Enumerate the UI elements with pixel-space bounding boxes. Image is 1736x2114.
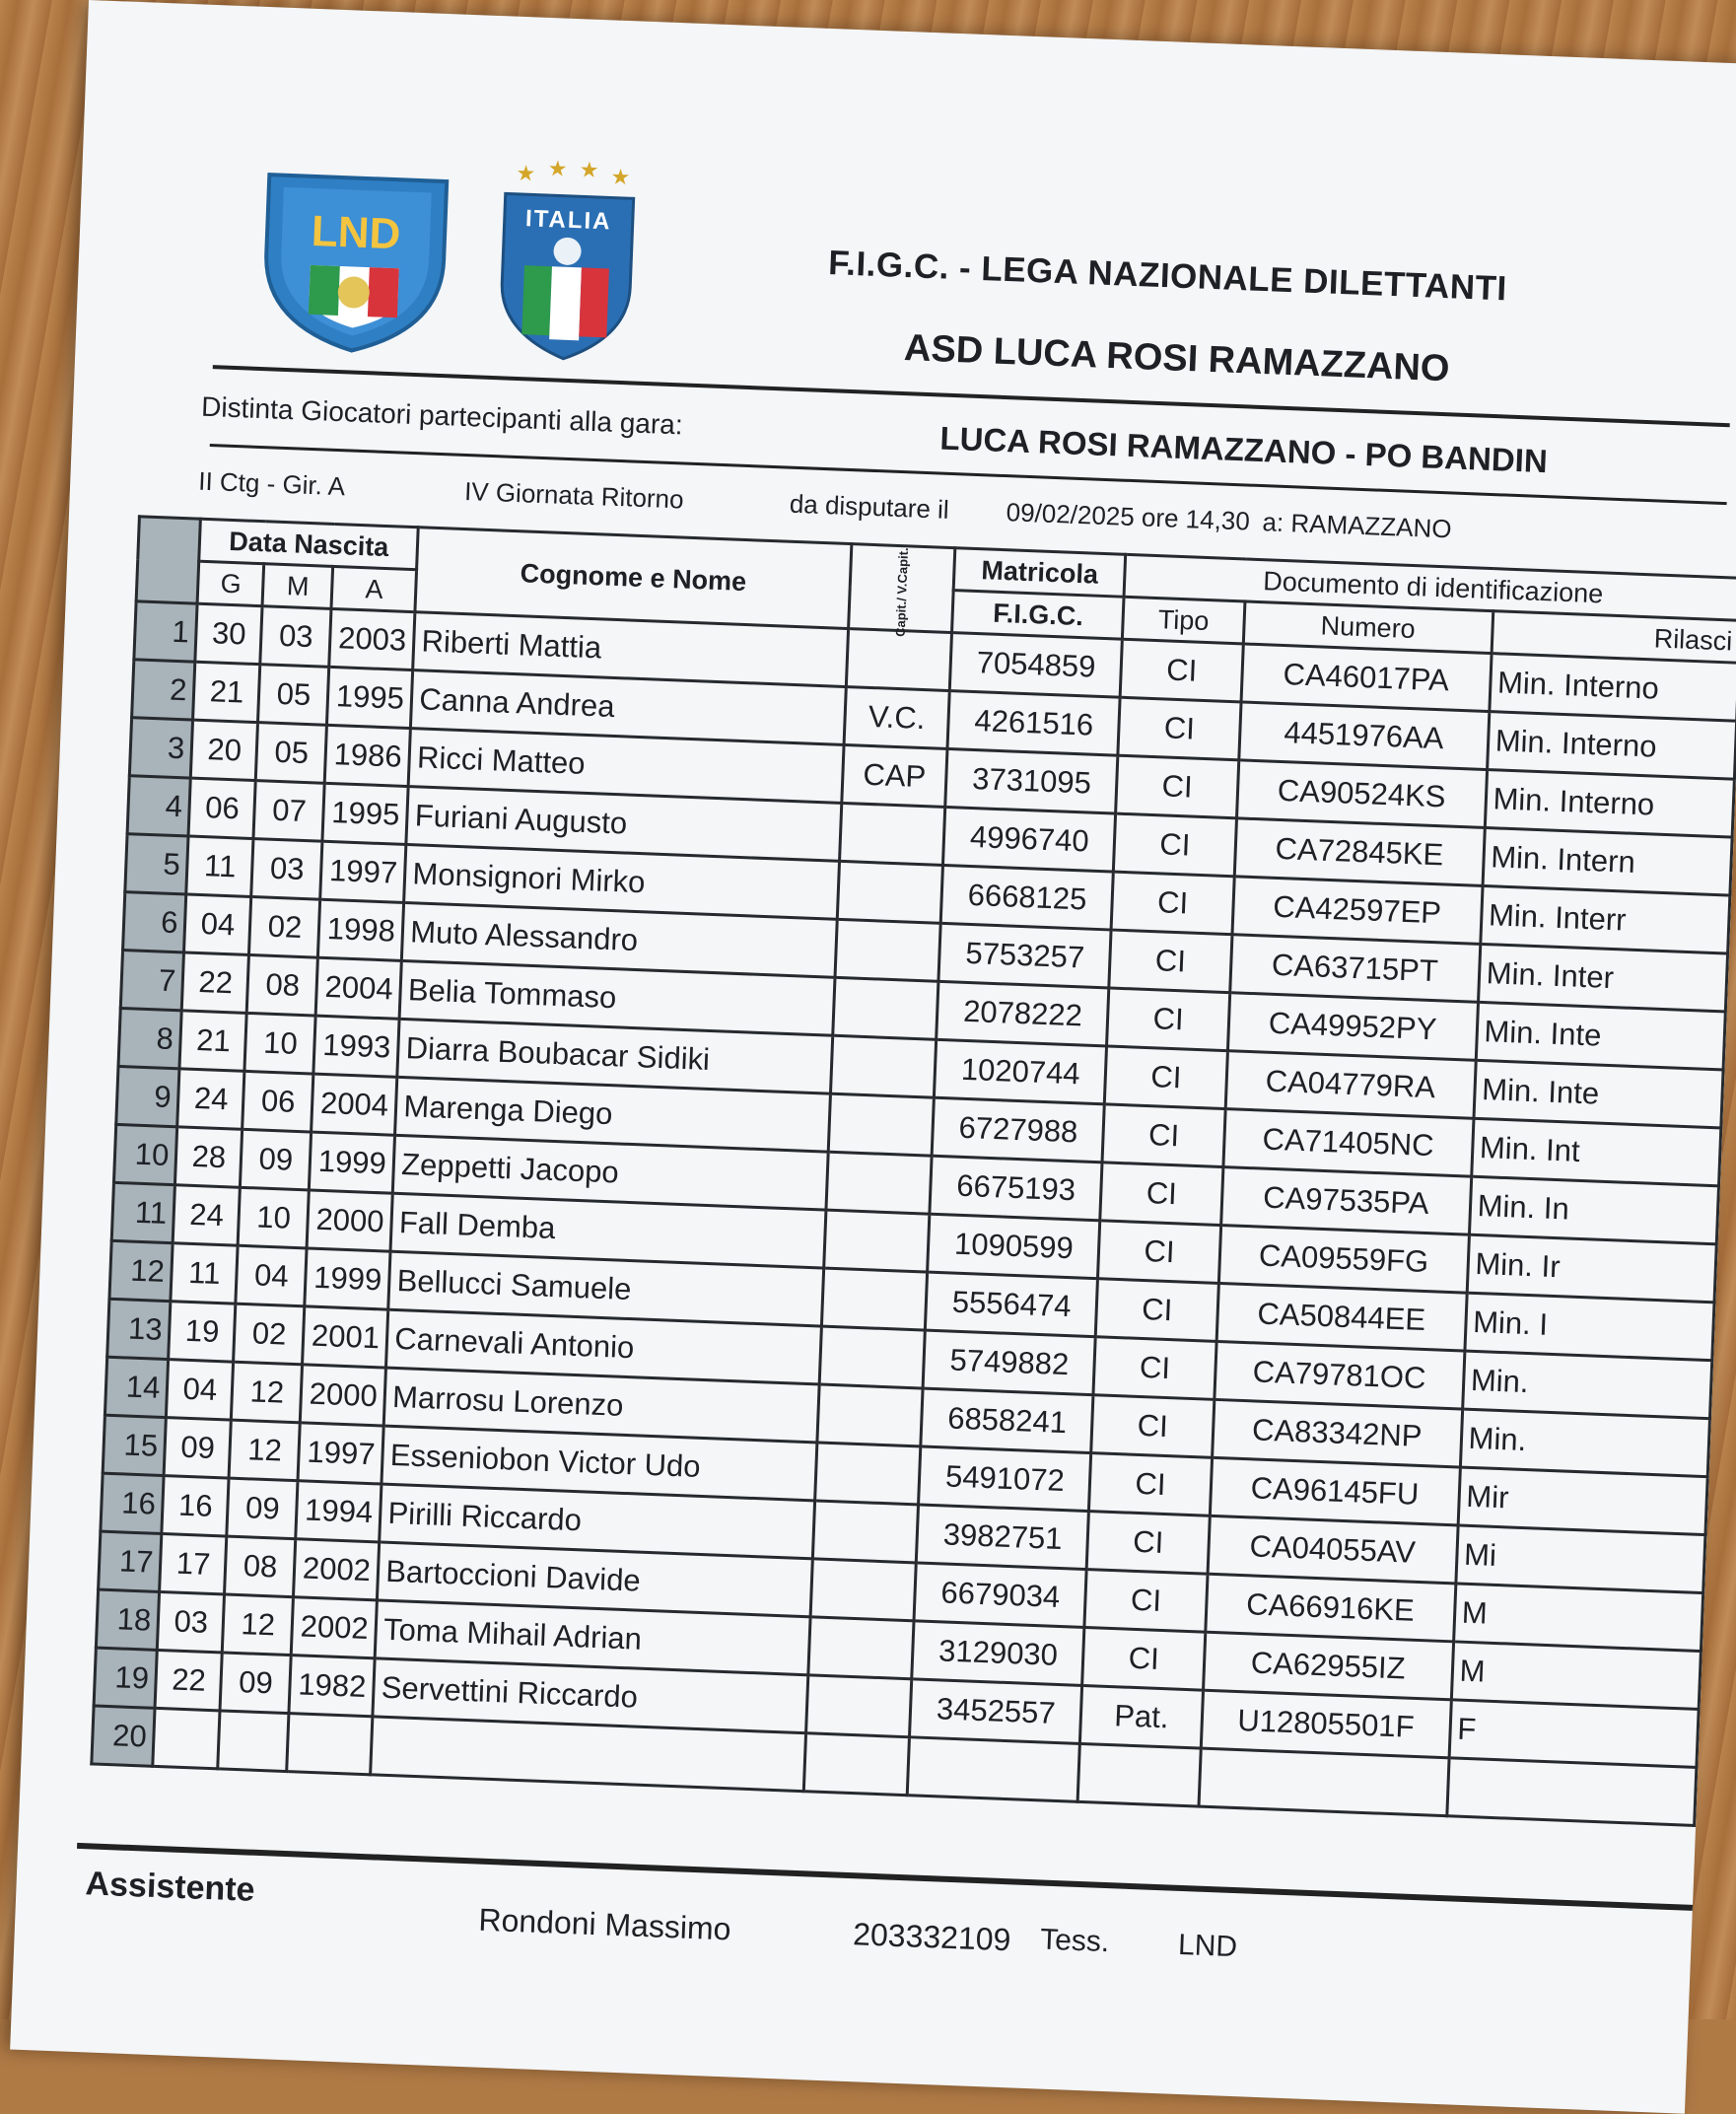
captain-mark-cell xyxy=(810,1559,917,1621)
captain-mark-cell xyxy=(812,1501,919,1563)
assistant-label: Assistente xyxy=(84,1865,256,1909)
doc-issuer-cell: Min. I xyxy=(1465,1293,1714,1361)
player-name-cell: Monsignori Mirko xyxy=(404,844,839,919)
birth-month-cell: 12 xyxy=(223,1594,294,1656)
distinta-label: Distinta Giocatori partecipanti alla gara: xyxy=(200,390,684,441)
player-name-cell: Carnevali Antonio xyxy=(386,1309,821,1384)
doc-type-cell: CI xyxy=(1107,988,1229,1051)
birth-day-cell: 06 xyxy=(188,778,255,838)
venue-label: a: RAMAZZANO xyxy=(1261,507,1453,544)
doc-number-cell: CA72845KE xyxy=(1234,818,1485,886)
captain-mark-cell xyxy=(823,1210,930,1272)
matricola-cell: 6679034 xyxy=(914,1563,1086,1628)
captain-mark-cell xyxy=(846,629,952,691)
birth-month-cell: 10 xyxy=(239,1187,310,1248)
doc-type-cell: CI xyxy=(1102,1104,1224,1167)
captain-mark-cell xyxy=(839,803,945,865)
doc-issuer-cell: Min. Inte xyxy=(1476,1002,1725,1070)
player-name-cell: Servettini Riccardo xyxy=(373,1658,807,1733)
doc-number-cell: CA62955IZ xyxy=(1203,1632,1453,1700)
doc-number-cell: CA49952PY xyxy=(1227,993,1478,1061)
doc-issuer-cell: Mi xyxy=(1456,1525,1705,1593)
doc-type-cell: CI xyxy=(1093,1337,1215,1400)
match-teams: LUCA ROSI RAMAZZANO - PO BANDIN xyxy=(938,419,1549,480)
row-number-cell: 8 xyxy=(118,1008,182,1068)
row-number-cell: 14 xyxy=(104,1357,169,1417)
matricola-cell: 3129030 xyxy=(912,1621,1084,1686)
birth-month-cell: 08 xyxy=(225,1536,296,1597)
birth-month-cell: 12 xyxy=(232,1362,303,1423)
row-number-cell: 13 xyxy=(107,1299,172,1359)
svg-text:LND: LND xyxy=(311,206,402,259)
row-number-cell: 11 xyxy=(111,1182,175,1242)
doc-number-cell: CA63715PT xyxy=(1229,935,1480,1003)
doc-number-cell: CA90524KS xyxy=(1236,760,1487,828)
category-label: II Ctg - Gir. A xyxy=(197,465,346,502)
row-number-cell: 15 xyxy=(103,1415,167,1475)
birth-year-cell: 1982 xyxy=(289,1656,375,1717)
row-number-cell: 3 xyxy=(129,718,193,778)
birth-year-cell: 1986 xyxy=(325,725,411,786)
row-number-cell: 19 xyxy=(94,1648,158,1708)
doc-number-cell: CA96145FU xyxy=(1210,1457,1460,1525)
svg-text:★: ★ xyxy=(579,157,599,182)
doc-issuer-cell: Min. Inte xyxy=(1474,1060,1723,1128)
doc-type-cell: CI xyxy=(1084,1570,1207,1633)
doc-number-cell: CA97535PA xyxy=(1220,1167,1471,1235)
doc-number-cell: CA50844EE xyxy=(1216,1283,1467,1351)
birth-year-cell: 2004 xyxy=(316,957,402,1019)
player-name-cell: Marenga Diego xyxy=(395,1077,830,1152)
organization-title: F.I.G.C. - LEGA NAZIONALE DILETTANTI xyxy=(827,244,1508,309)
birth-day-cell: 11 xyxy=(186,836,253,896)
birth-day-cell: 04 xyxy=(167,1360,234,1420)
birth-day-cell xyxy=(153,1708,220,1768)
svg-text:★: ★ xyxy=(547,156,568,181)
row-number-cell: 2 xyxy=(132,660,196,720)
matricola-cell: 3452557 xyxy=(910,1679,1082,1744)
birth-month-cell xyxy=(218,1711,289,1772)
matricola-cell: 6675193 xyxy=(930,1156,1102,1221)
year-header: A xyxy=(331,566,417,611)
matricola-cell: 6727988 xyxy=(932,1097,1104,1163)
birth-month-cell: 12 xyxy=(230,1420,301,1481)
assistant-doc-type: Tess. xyxy=(1039,1923,1110,1959)
captain-mark-cell xyxy=(826,1152,933,1214)
doc-type-cell: CI xyxy=(1098,1221,1220,1284)
assistant-org: LND xyxy=(1177,1928,1238,1964)
players-table xyxy=(90,515,1736,1827)
birth-year-cell: 2000 xyxy=(301,1365,386,1426)
player-name-cell: Bellucci Samuele xyxy=(388,1251,823,1326)
doc-issuer-cell: Min. Interno xyxy=(1487,712,1736,780)
lnd-logo-icon xyxy=(252,165,456,360)
doc-type-cell: CI xyxy=(1118,697,1240,760)
captain-mark-cell xyxy=(803,1733,910,1796)
birth-year-cell: 1998 xyxy=(318,899,404,960)
birth-month-cell: 05 xyxy=(256,723,327,784)
player-name-cell: Diarra Boubacar Sidiki xyxy=(397,1019,832,1093)
captain-mark-cell xyxy=(828,1093,935,1156)
player-name-cell: Fall Demba xyxy=(390,1193,825,1268)
month-header: M xyxy=(263,564,334,609)
matricola-cell: 6668125 xyxy=(940,865,1113,930)
row-number-cell: 1 xyxy=(134,601,198,662)
captain-mark-cell: V.C. xyxy=(844,686,950,748)
birth-year-cell: 1995 xyxy=(322,783,408,844)
matricola-cell: 5749882 xyxy=(923,1330,1095,1395)
birth-day-cell: 28 xyxy=(175,1127,243,1187)
captain-mark-cell xyxy=(832,977,938,1039)
player-name-cell: Toma Mihail Adrian xyxy=(375,1600,809,1675)
document-header: Documento di identificazione xyxy=(1124,554,1736,620)
birth-year-cell: 2001 xyxy=(303,1306,388,1368)
player-name-cell: Ricci Matteo xyxy=(408,729,843,804)
doc-issuer-cell: Min. Intern xyxy=(1483,827,1732,895)
doc-type-cell: CI xyxy=(1091,1395,1214,1458)
row-number-cell: 6 xyxy=(123,892,187,952)
row-number-cell: 4 xyxy=(127,776,191,836)
birth-day-cell: 24 xyxy=(177,1069,244,1129)
svg-text:★: ★ xyxy=(516,160,536,186)
matricola-cell: 5491072 xyxy=(919,1446,1091,1512)
birth-month-cell: 10 xyxy=(244,1013,315,1074)
name-header: Cognome e Nome xyxy=(415,528,851,629)
date-time: 09/02/2025 ore 14,30 xyxy=(1006,497,1251,536)
doc-type-cell: CI xyxy=(1114,813,1236,877)
day-header: G xyxy=(197,561,264,606)
svg-text:★: ★ xyxy=(610,164,631,190)
birth-month-cell: 02 xyxy=(234,1304,305,1365)
player-name-cell: Zeppetti Jacopo xyxy=(393,1135,828,1210)
captain-header xyxy=(848,544,955,638)
matricola-cell: 5753257 xyxy=(938,923,1111,988)
matricola-cell: 2078222 xyxy=(937,981,1109,1046)
captain-mark-cell xyxy=(821,1268,928,1330)
birth-day-cell: 16 xyxy=(162,1476,229,1536)
birth-year-cell: 2003 xyxy=(329,608,415,669)
birth-month-cell: 07 xyxy=(253,781,324,842)
figc-header: F.I.G.C. xyxy=(952,591,1125,640)
birth-day-cell: 20 xyxy=(191,720,258,780)
row-number-cell: 9 xyxy=(116,1066,180,1126)
doc-issuer-cell: F xyxy=(1449,1700,1699,1768)
captain-mark-cell xyxy=(805,1675,912,1737)
club-title: ASD LUCA ROSI RAMAZZANO xyxy=(903,327,1451,390)
roster-sheet xyxy=(10,0,1736,2114)
birth-month-cell: 05 xyxy=(258,665,329,726)
matricola-header: Matricola xyxy=(953,548,1126,598)
birth-day-cell: 04 xyxy=(184,894,251,954)
numero-header: Numero xyxy=(1243,601,1493,654)
doc-issuer-cell: M xyxy=(1451,1642,1701,1710)
birth-year-cell: 1993 xyxy=(313,1016,399,1077)
captain-header-text: Capit./ V.Capit. xyxy=(892,547,911,638)
birth-year-cell: 2004 xyxy=(312,1074,397,1135)
birth-year-cell: 1997 xyxy=(320,841,406,902)
player-name-cell: Esseniobon Victor Udo xyxy=(382,1426,816,1501)
birth-day-cell: 09 xyxy=(164,1418,231,1478)
doc-issuer-cell: Min. xyxy=(1460,1409,1709,1477)
birth-month-cell: 09 xyxy=(227,1478,298,1539)
birth-year-cell: 2002 xyxy=(294,1539,380,1600)
row-number-cell: 10 xyxy=(113,1124,177,1184)
date-label: da disputare il xyxy=(789,488,950,525)
birth-month-cell: 08 xyxy=(247,954,318,1016)
birth-year-cell xyxy=(287,1714,373,1775)
birth-year-cell: 1997 xyxy=(298,1423,383,1484)
doc-issuer-cell: Mir xyxy=(1458,1467,1707,1535)
doc-type-cell: CI xyxy=(1120,639,1242,702)
birth-year-cell: 2000 xyxy=(307,1190,392,1251)
birth-month-cell: 03 xyxy=(260,606,331,668)
player-name-cell: Muto Alessandro xyxy=(402,902,837,977)
row-number-cell: 20 xyxy=(92,1706,156,1766)
birth-day-cell: 22 xyxy=(155,1650,222,1710)
doc-type-cell: CI xyxy=(1082,1627,1205,1690)
table-bottom-divider xyxy=(77,1843,1693,1911)
matricola-cell: 3982751 xyxy=(917,1505,1089,1570)
doc-issuer-cell: Min. Inter xyxy=(1478,944,1727,1012)
captain-mark-cell xyxy=(814,1443,921,1505)
doc-number-cell: CA04055AV xyxy=(1208,1515,1458,1584)
tipo-header: Tipo xyxy=(1123,597,1245,644)
doc-type-cell: CI xyxy=(1111,872,1233,935)
matricola-cell: 6858241 xyxy=(921,1388,1093,1453)
row-number-header xyxy=(136,517,201,603)
matricola-cell: 4996740 xyxy=(943,807,1116,872)
matricola-cell: 3731095 xyxy=(945,749,1118,814)
birth-day-cell: 03 xyxy=(158,1591,225,1652)
birth-day-cell: 24 xyxy=(173,1185,240,1245)
player-name-cell: Marrosu Lorenzo xyxy=(384,1368,819,1443)
doc-type-cell: CI xyxy=(1096,1279,1218,1342)
doc-type-cell: CI xyxy=(1105,1046,1227,1109)
captain-mark-cell xyxy=(837,861,943,923)
birth-day-cell: 17 xyxy=(160,1533,227,1593)
birth-day-cell: 21 xyxy=(179,1011,246,1071)
matricola-cell: 5556474 xyxy=(926,1272,1098,1337)
rilascio-header: Rilasci xyxy=(1492,611,1736,664)
captain-mark-cell: CAP xyxy=(842,744,948,807)
matricola-cell: 7054859 xyxy=(950,633,1123,698)
doc-number-cell xyxy=(1199,1748,1449,1816)
captain-mark-cell xyxy=(808,1617,915,1679)
player-name-cell: Furiani Augusto xyxy=(406,787,841,862)
player-name-cell: Belia Tommaso xyxy=(399,960,834,1035)
doc-number-cell: CA46017PA xyxy=(1241,644,1492,712)
player-name-cell: Riberti Mattia xyxy=(413,612,848,687)
doc-number-cell: CA42597EP xyxy=(1232,877,1483,945)
round-label: IV Giornata Ritorno xyxy=(463,476,685,515)
assistant-name: Rondoni Massimo xyxy=(477,1901,732,1947)
birth-year-cell: 2002 xyxy=(292,1597,378,1658)
birth-day-cell: 30 xyxy=(195,603,262,664)
birth-month-cell: 09 xyxy=(241,1129,312,1190)
doc-issuer-cell: Min. Interno xyxy=(1490,654,1736,722)
captain-mark-cell xyxy=(835,919,941,981)
doc-number-cell: CA83342NP xyxy=(1212,1399,1462,1467)
doc-issuer-cell: Min. In xyxy=(1469,1176,1718,1244)
birth-day-cell: 19 xyxy=(169,1302,236,1362)
doc-type-cell: CI xyxy=(1089,1453,1212,1516)
birth-year-cell: 1999 xyxy=(305,1248,390,1309)
italia-logo-icon xyxy=(489,154,645,367)
matricola-cell xyxy=(907,1737,1079,1802)
doc-type-cell: Pat. xyxy=(1080,1685,1203,1748)
doc-type-cell: CI xyxy=(1109,930,1231,993)
birth-day-cell: 21 xyxy=(193,662,260,722)
captain-mark-cell xyxy=(830,1035,937,1097)
doc-number-cell: CA66916KE xyxy=(1205,1574,1455,1642)
doc-type-cell: CI xyxy=(1100,1163,1222,1226)
doc-issuer-cell: Min. Ir xyxy=(1467,1234,1716,1303)
row-number-cell: 12 xyxy=(109,1240,174,1301)
birth-year-cell: 1999 xyxy=(310,1132,395,1193)
row-number-cell: 7 xyxy=(120,951,184,1011)
svg-text:ITALIA: ITALIA xyxy=(524,205,613,236)
doc-number-cell: CA79781OC xyxy=(1214,1341,1464,1409)
birth-month-cell: 09 xyxy=(220,1653,291,1714)
captain-mark-cell xyxy=(819,1326,926,1388)
player-name-cell: Pirilli Riccardo xyxy=(380,1484,814,1559)
captain-mark-cell xyxy=(817,1384,924,1446)
row-number-cell: 18 xyxy=(96,1589,160,1650)
birth-month-cell: 06 xyxy=(243,1071,313,1132)
birth-month-cell: 02 xyxy=(249,897,320,958)
birth-year-cell: 1994 xyxy=(296,1481,382,1542)
doc-issuer-cell: Min. Interr xyxy=(1480,885,1729,953)
doc-issuer-cell: Min. xyxy=(1462,1351,1711,1419)
doc-type-cell: CI xyxy=(1086,1512,1209,1575)
birth-year-cell: 1995 xyxy=(327,667,413,728)
matricola-cell: 4261516 xyxy=(947,691,1120,756)
doc-issuer-cell: Min. Interno xyxy=(1485,770,1734,838)
doc-issuer-cell: M xyxy=(1453,1584,1702,1652)
row-number-cell: 16 xyxy=(101,1473,165,1533)
doc-number-cell: 4451976AA xyxy=(1238,702,1489,770)
birth-month-cell: 04 xyxy=(236,1245,307,1306)
birth-date-header: Data Nascita xyxy=(199,519,419,569)
assistant-matricola: 203332109 xyxy=(852,1916,1012,1958)
doc-number-cell: CA71405NC xyxy=(1223,1109,1474,1177)
doc-type-cell: CI xyxy=(1116,755,1238,818)
doc-issuer-cell: Min. Int xyxy=(1471,1118,1720,1186)
matricola-cell: 1090599 xyxy=(928,1214,1100,1279)
player-name-cell: Bartoccioni Davide xyxy=(378,1542,812,1617)
matricola-cell: 1020744 xyxy=(935,1039,1107,1104)
doc-number-cell: CA09559FG xyxy=(1218,1225,1469,1293)
row-number-cell: 5 xyxy=(125,834,189,894)
doc-type-cell xyxy=(1077,1743,1200,1806)
birth-day-cell: 11 xyxy=(171,1243,238,1304)
doc-number-cell: U12805501F xyxy=(1201,1690,1451,1758)
doc-issuer-cell xyxy=(1446,1758,1696,1826)
birth-month-cell: 03 xyxy=(251,839,322,900)
birth-day-cell: 22 xyxy=(182,952,249,1013)
row-number-cell: 17 xyxy=(99,1531,163,1591)
doc-number-cell: CA04779RA xyxy=(1225,1051,1476,1119)
player-name-cell: Canna Andrea xyxy=(411,670,846,745)
